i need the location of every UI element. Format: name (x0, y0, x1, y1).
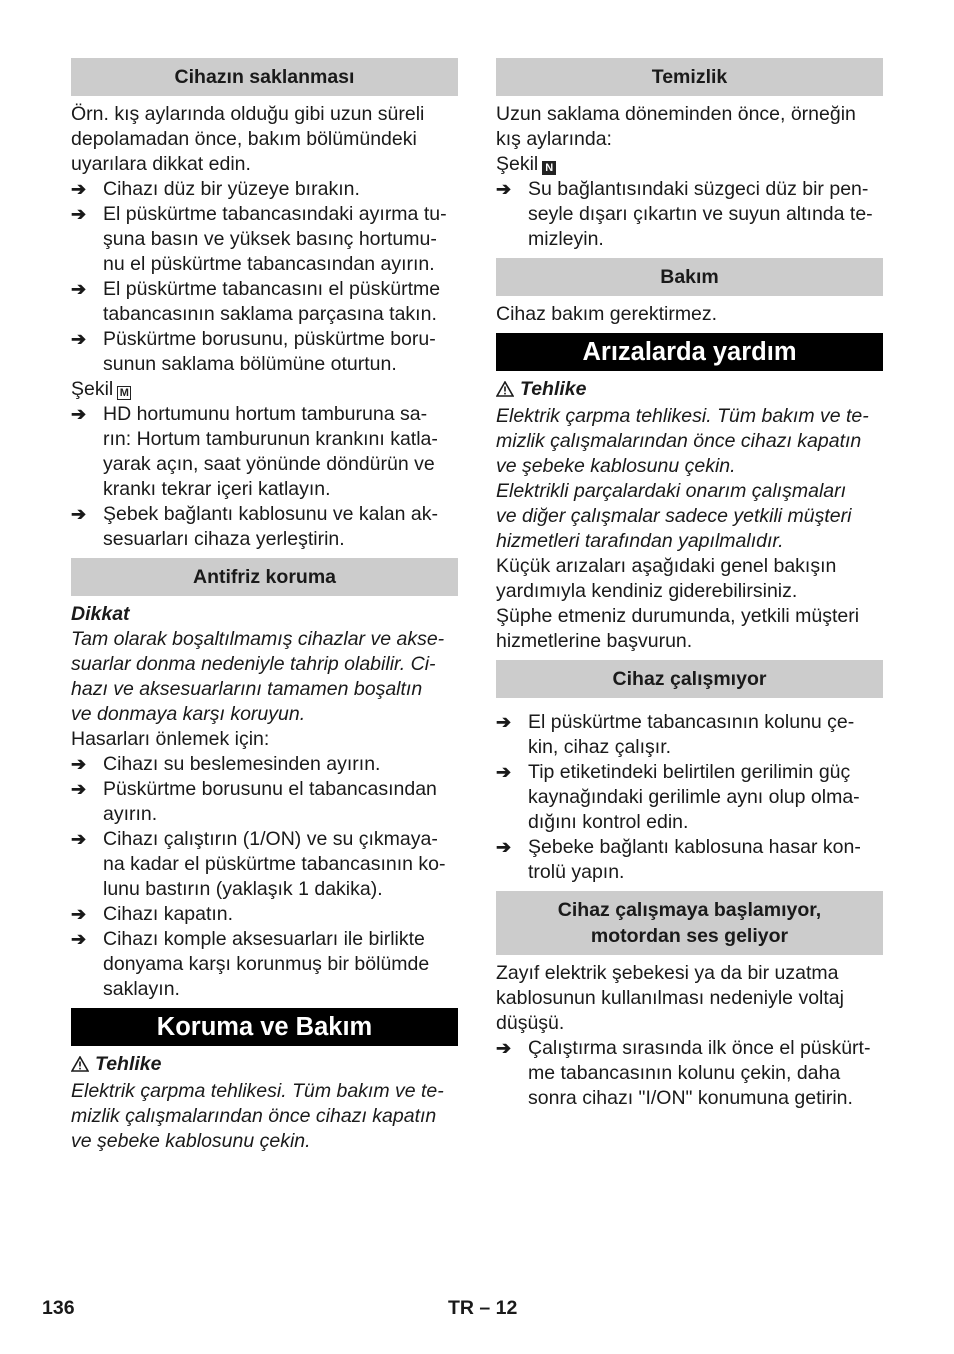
danger-label-row (496, 377, 883, 404)
text-line: dığını kontrol edin. (528, 811, 689, 833)
figure-label: Şekil (496, 153, 539, 175)
figure-letter-icon: M (117, 386, 131, 400)
arrow-right-icon: ➔ (496, 179, 512, 199)
text-line: Şüphe etmeniz durumunda, yetkili müşteri (496, 605, 860, 627)
figure-reference (71, 377, 458, 402)
text-line: seyle dışarı çıkartın ve suyun altında te- (528, 203, 873, 225)
text-line: El püskürtme tabancasını el püskürtme (103, 278, 441, 300)
list-item (71, 327, 458, 377)
text-line: ve şebeke kablosunu çekin. (71, 1130, 311, 1152)
text-line: hazı ve aksesuarlarını tamamen boşaltın (71, 678, 423, 700)
arrow-right-icon: ➔ (71, 929, 87, 949)
text-line: Su bağlantısındaki süzgeci düz bir pen- (528, 178, 869, 200)
arrow-right-icon: ➔ (496, 712, 512, 732)
arrow-right-icon: ➔ (71, 754, 87, 774)
caution-label: Dikkat (71, 603, 130, 625)
list-item (496, 710, 883, 760)
text-line: mizlik çalışmalarından önce cihazı kapatın (71, 1105, 437, 1127)
list-item (496, 835, 883, 885)
warning-triangle-icon (496, 379, 514, 404)
maintenance-text: Cihaz bakım gerektirmez. (496, 303, 718, 325)
text-line: Tam olarak boşaltılmamış cihazlar ve akse- (71, 628, 445, 650)
list-item (496, 177, 883, 252)
arrow-right-icon: ➔ (71, 829, 87, 849)
text-line: Şebek bağlantı kablosunu ve kalan ak- (103, 503, 438, 525)
section-heading-not-starting (496, 891, 883, 955)
text-line: na kadar el püskürtme tabancasının ko- (103, 853, 446, 875)
text-line: ve diğer çalışmalar sadece yetkili müşteri (496, 505, 852, 527)
cleaning-intro (496, 102, 883, 152)
text-line: sunun saklama bölümüne oturtun. (103, 353, 397, 375)
chapter-heading-care: Koruma ve Bakım (71, 1008, 458, 1046)
storage-intro (71, 102, 458, 177)
not-starting-text (496, 961, 883, 1036)
arrow-right-icon: ➔ (71, 404, 87, 424)
arrow-right-icon: ➔ (71, 204, 87, 224)
heading-line: Cihaz çalışmaya başlamıyor, (557, 899, 822, 921)
text-line: donyama karşı korunmuş bir bölümde (103, 953, 430, 975)
storage-steps-2 (71, 402, 458, 552)
text-line: ve donmaya karşı koruyun. (71, 703, 306, 725)
text-line: Cihazı su beslemesinden ayırın. (103, 753, 381, 775)
arrow-right-icon: ➔ (496, 837, 512, 857)
text-line: Cihazı kapatın. (103, 903, 234, 925)
text-line: kablosunun kullanılması nedeniyle voltaj (496, 987, 844, 1009)
text-line: Çalıştırma sırasında ilk önce el püskürt- (528, 1037, 871, 1059)
section-heading-cleaning: Temizlik (496, 58, 883, 96)
list-item (496, 760, 883, 835)
text-line: Örn. kış aylarında olduğu gibi uzun süreli (71, 103, 425, 125)
list-item (71, 777, 458, 827)
text-line: Cihazı çalıştırın (1/ON) ve su çıkmaya- (103, 828, 438, 850)
text-line: kaynağındaki gerilimle aynı olup olma- (528, 786, 860, 808)
text-line: mizlik çalışmalarından önce cihazı kapatın (496, 430, 862, 452)
not-starting-steps (496, 1036, 883, 1111)
section-heading-maintenance: Bakım (496, 258, 883, 296)
text-line: me tabancasının kolunu çekin, daha (528, 1062, 841, 1084)
figure-reference (496, 152, 883, 177)
danger-label-row (71, 1052, 458, 1079)
list-item (71, 402, 458, 502)
text-line: saklayın. (103, 978, 180, 1000)
figure-letter-icon: N (542, 161, 556, 175)
left-column (71, 58, 458, 1154)
text-line: ve şebeke kablosunu çekin. (496, 455, 736, 477)
antifreeze-lead: Hasarları önlemek için: (71, 728, 270, 750)
caution-text (71, 627, 458, 727)
text-line: düşüşü. (496, 1012, 565, 1034)
arrow-right-icon: ➔ (71, 329, 87, 349)
list-item (71, 277, 458, 327)
chapter-heading-troubleshooting: Arızalarda yardım (496, 333, 883, 371)
text-line: lunu bastırın (yaklaşık 1 dakika). (103, 878, 383, 900)
list-item (71, 752, 458, 777)
text-line: Püskürtme borusunu el tabancasından (103, 778, 437, 800)
figure-label: Şekil (71, 378, 114, 400)
text-line: El püskürtme tabancasının kolunu çe- (528, 711, 855, 733)
section-heading-storage: Cihazın saklanması (71, 58, 458, 96)
not-working-steps (496, 710, 883, 885)
text-line: kin, cihaz çalışır. (528, 736, 672, 758)
list-item (496, 1036, 883, 1111)
text-line: trolü yapın. (528, 861, 625, 883)
antifreeze-steps (71, 752, 458, 1002)
section-heading-antifreeze: Antifriz koruma (71, 558, 458, 596)
text-line: sonra cihazı "I/ON" konumuna getirin. (528, 1087, 853, 1109)
text-line: uyarılara dikkat edin. (71, 153, 251, 175)
list-item (71, 827, 458, 902)
right-column (496, 58, 883, 1111)
danger-label: Tehlike (95, 1053, 162, 1075)
text-line: depolamadan önce, bakım bölümündeki (71, 128, 417, 150)
list-item (71, 927, 458, 1002)
troubleshooting-text (496, 554, 883, 654)
text-line: nu el püskürtme tabancasından ayırın. (103, 253, 435, 275)
text-line: Cihazı komple aksesuarları ile birlikte (103, 928, 425, 950)
danger-text (496, 404, 883, 554)
text-line: mizleyin. (528, 228, 604, 250)
arrow-right-icon: ➔ (71, 279, 87, 299)
arrow-right-icon: ➔ (71, 504, 87, 524)
arrow-right-icon: ➔ (496, 1038, 512, 1058)
danger-text (71, 1079, 458, 1154)
text-line: El püskürtme tabancasındaki ayırma tu- (103, 203, 447, 225)
danger-label: Tehlike (520, 378, 587, 400)
text-line: Cihazı düz bir yüzeye bırakın. (103, 178, 360, 200)
text-line: Küçük arızaları aşağıdaki genel bakışın (496, 555, 837, 577)
list-item (71, 202, 458, 277)
text-line: sesuarları cihaza yerleştirin. (103, 528, 345, 550)
text-line: kış aylarında: (496, 128, 612, 150)
text-line: yarak açın, saat yönünde döndürün ve (103, 453, 435, 475)
cleaning-steps (496, 177, 883, 252)
arrow-right-icon: ➔ (71, 904, 87, 924)
text-line: rın: Hortum tamburunun krankını katla- (103, 428, 438, 450)
text-line: Uzun saklama döneminden önce, örneğin (496, 103, 856, 125)
text-line: Şebeke bağlantı kablosuna hasar kon- (528, 836, 861, 858)
page-number: 136 (42, 1297, 75, 1319)
text-line: Elektrik çarpma tehlikesi. Tüm bakım ve te- (496, 405, 869, 427)
list-item (71, 902, 458, 927)
text-line: yardımıyla kendiniz giderebilirsiniz. (496, 580, 798, 602)
text-line: tabancasının saklama parçasına takın. (103, 303, 437, 325)
text-line: Tip etiketindeki belirtilen gerilimin güç (528, 761, 851, 783)
text-line: HD hortumunu hortum tamburuna sa- (103, 403, 428, 425)
list-item (71, 502, 458, 552)
arrow-right-icon: ➔ (496, 762, 512, 782)
language-page-label: TR – 12 (448, 1297, 518, 1319)
text-line: hizmetleri tarafından yapılmalıdır. (496, 530, 784, 552)
text-line: krankı tekrar içeri katlayın. (103, 478, 331, 500)
text-line: hizmetlerine başvurun. (496, 630, 693, 652)
text-line: şuna basın ve yüksek basınç hortumu- (103, 228, 437, 250)
text-line: Püskürtme borusunu, püskürtme boru- (103, 328, 436, 350)
heading-line: motordan ses geliyor (590, 925, 789, 947)
list-item (71, 177, 458, 202)
warning-triangle-icon (71, 1054, 89, 1079)
text-line: Elektrikli parçalardaki onarım çalışmaları (496, 480, 847, 502)
text-line: ayırın. (103, 803, 158, 825)
arrow-right-icon: ➔ (71, 179, 87, 199)
text-line: suarlar donma nedeniyle tahrip olabilir. Ci- (71, 653, 436, 675)
storage-steps-1 (71, 177, 458, 377)
section-heading-not-working: Cihaz çalışmıyor (496, 660, 883, 698)
arrow-right-icon: ➔ (71, 779, 87, 799)
text-line: Zayıf elektrik şebekesi ya da bir uzatma (496, 962, 839, 984)
text-line: Elektrik çarpma tehlikesi. Tüm bakım ve te- (71, 1080, 444, 1102)
